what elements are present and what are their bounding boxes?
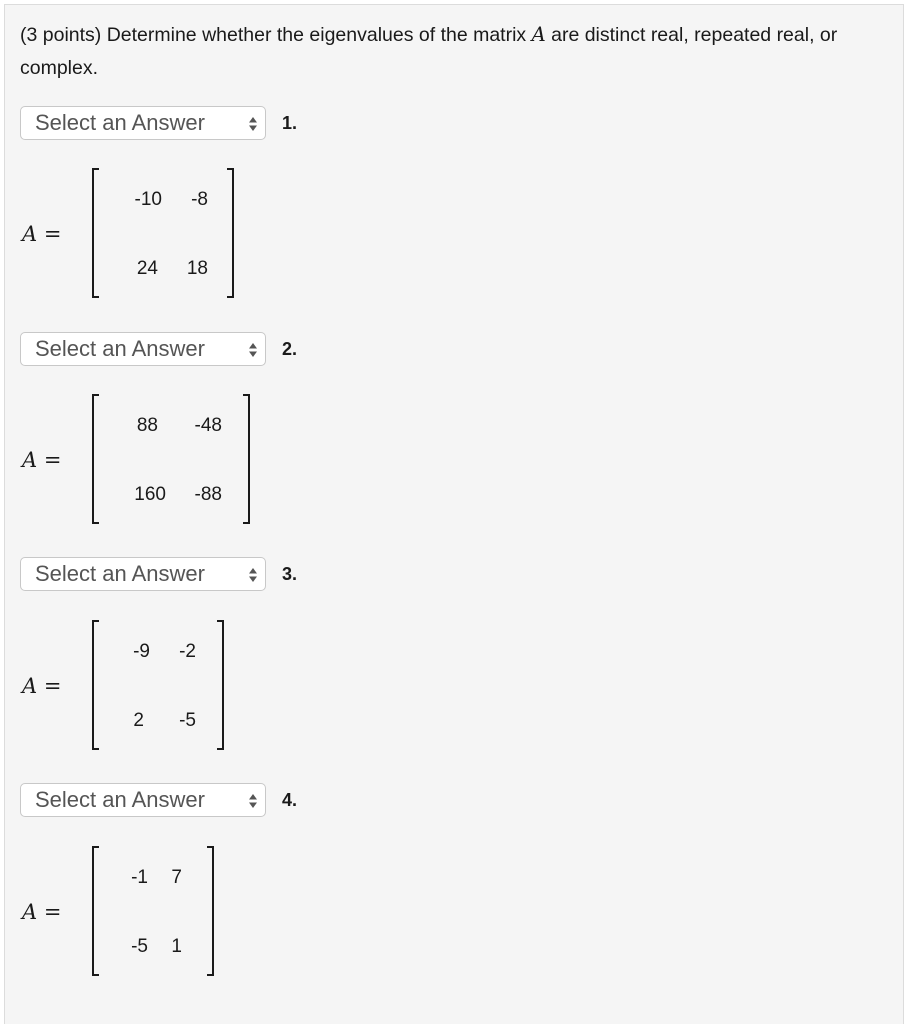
question-number-3: 3. bbox=[282, 564, 298, 584]
matrix-label-eq: = bbox=[37, 222, 62, 246]
updown-arrows-icon bbox=[248, 116, 258, 132]
matrix-3-cell-21: 2 bbox=[133, 710, 144, 731]
matrix-label-var: A bbox=[22, 674, 38, 698]
matrix-label-1 bbox=[22, 222, 61, 246]
right-bracket bbox=[207, 846, 214, 976]
matrix-4-cell-12: 7 bbox=[171, 867, 182, 888]
matrix-3 bbox=[92, 620, 232, 750]
matrix-2-cell-11: 88 bbox=[136, 415, 158, 436]
answer-select-2[interactable] bbox=[20, 332, 266, 366]
matrix-4-cell-21: -5 bbox=[131, 936, 148, 957]
question-text bbox=[20, 18, 880, 85]
answer-select-4[interactable] bbox=[20, 783, 266, 817]
right-bracket bbox=[243, 394, 250, 524]
updown-arrows-icon bbox=[248, 342, 258, 358]
matrix-4-cell-22: 1 bbox=[171, 936, 182, 957]
matrix-1-cell-21: 24 bbox=[136, 258, 158, 279]
matrix-4-cell-11: -1 bbox=[131, 867, 148, 888]
left-bracket bbox=[92, 620, 99, 750]
question-number-4: 4. bbox=[282, 790, 298, 810]
matrix-2 bbox=[92, 394, 258, 524]
answer-select-1-value: Select an Answer bbox=[35, 110, 205, 135]
left-bracket bbox=[92, 846, 99, 976]
matrix-3-cell-11: -9 bbox=[133, 641, 150, 662]
matrix-label-eq: = bbox=[37, 674, 62, 698]
question-number-1: 1. bbox=[282, 113, 298, 133]
matrix-2-cell-22: -88 bbox=[194, 484, 222, 505]
matrix-3-cell-12: -2 bbox=[179, 641, 196, 662]
answer-select-3[interactable] bbox=[20, 557, 266, 591]
matrix-2-cell-21: 160 bbox=[134, 484, 166, 505]
matrix-label-var: A bbox=[22, 222, 38, 246]
matrix-4 bbox=[92, 846, 222, 976]
matrix-label-var: A bbox=[22, 900, 38, 924]
matrix-variable: A bbox=[531, 23, 546, 46]
answer-select-1[interactable] bbox=[20, 106, 266, 140]
answer-select-4-value: Select an Answer bbox=[35, 787, 205, 812]
left-bracket bbox=[92, 168, 99, 298]
matrix-1-cell-22: 18 bbox=[186, 258, 208, 279]
question-number-2: 2. bbox=[282, 339, 298, 359]
matrix-label-eq: = bbox=[37, 900, 62, 924]
left-bracket bbox=[92, 394, 99, 524]
right-bracket bbox=[217, 620, 224, 750]
answer-select-2-value: Select an Answer bbox=[35, 336, 205, 361]
matrix-2-cell-12: -48 bbox=[194, 415, 222, 436]
matrix-3-cell-22: -5 bbox=[179, 710, 196, 731]
matrix-label-3 bbox=[22, 674, 61, 698]
matrix-label-4 bbox=[22, 900, 61, 924]
right-bracket bbox=[227, 168, 234, 298]
updown-arrows-icon bbox=[248, 793, 258, 809]
answer-select-3-value: Select an Answer bbox=[35, 561, 205, 586]
matrix-label-eq: = bbox=[37, 448, 62, 472]
matrix-1-cell-11: -10 bbox=[134, 189, 162, 210]
matrix-label-2 bbox=[22, 448, 61, 472]
question-text-suffix: are distinct real, repeated real, or complex. bbox=[20, 24, 838, 79]
updown-arrows-icon bbox=[248, 567, 258, 583]
matrix-label-var: A bbox=[22, 448, 38, 472]
question-text-prefix: (3 points) Determine whether the eigenvalues of the matrix bbox=[20, 24, 532, 46]
matrix-1 bbox=[92, 168, 242, 298]
matrix-1-cell-12: -8 bbox=[191, 189, 208, 210]
